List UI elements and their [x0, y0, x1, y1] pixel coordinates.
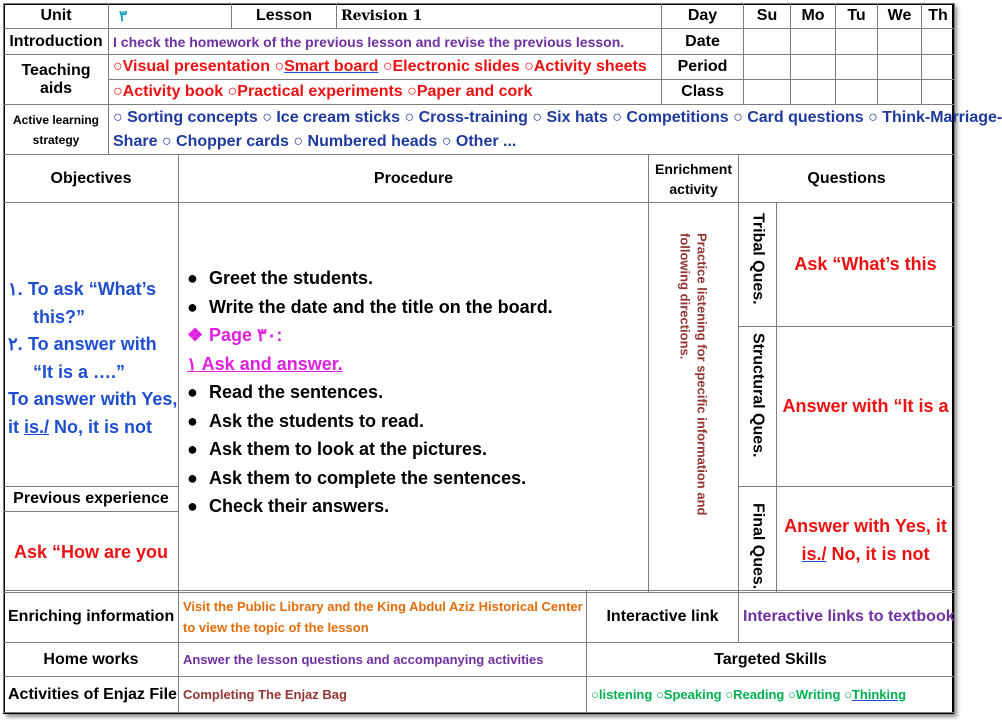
lesson-label: Lesson	[232, 4, 337, 29]
interactive-link-label: Interactive link	[587, 591, 739, 643]
teaching-aids-line1	[109, 55, 662, 80]
objective-2: ٢. To answer with	[8, 334, 157, 354]
enrichment-header: Enrichment activity	[649, 155, 739, 203]
targeted-skills-options	[587, 677, 955, 713]
strategy-option[interactable]: ○ Ice cream sticks	[262, 108, 401, 126]
procedure-step: ● Write the date and the title on the board.	[187, 296, 553, 317]
procedure-step: ● Ask them to look at the pictures.	[187, 439, 488, 459]
strategy-option[interactable]: ○ Sorting concepts	[113, 108, 258, 126]
skill-option[interactable]: ○listening	[591, 687, 653, 702]
class-label: Class	[662, 80, 744, 105]
home-works-label: Home works	[4, 643, 179, 677]
enrichment-cell	[649, 203, 739, 593]
enjaz-label: Activities of Enjaz File	[4, 677, 179, 713]
active-learning-options: ○ Sorting concepts ○ Ice cream sticks ○ Cross-training ○ Six hats ○ Competitions ○ Card questions ○ Think-Marriage- Share ○ Chopper cards ○ Numbered heads ○ Other ...	[109, 105, 955, 155]
structural-label: Structural Ques.	[749, 333, 767, 458]
aid-option[interactable]: ○Electronic slides	[382, 58, 520, 75]
skill-option[interactable]: ○Speaking	[655, 687, 722, 702]
skill-option[interactable]: ○Thinking	[844, 687, 907, 702]
final-label-cell	[739, 487, 777, 593]
enrichment-text: Practice listening for specific information and following directions.	[677, 232, 710, 515]
strategy-option[interactable]: ○ Chopper cards	[161, 132, 289, 150]
strategy-option[interactable]: ○ Cross-training	[404, 108, 528, 126]
introduction-text: I check the homework of the previous lesson and revise the previous lesson.	[109, 29, 662, 55]
interactive-link[interactable]: Interactive links to textbook	[739, 591, 955, 643]
lesson-value: Revision 1	[337, 4, 662, 29]
structural-label-cell	[739, 327, 777, 487]
day-mo: Mo	[791, 4, 836, 29]
enriching-information-label: Enriching information	[4, 591, 179, 643]
procedure-step: ● Ask the students to read.	[187, 410, 425, 431]
main-table	[3, 154, 955, 593]
strategy-option[interactable]: ○ Six hats	[532, 108, 608, 126]
procedure-header: Procedure	[179, 155, 649, 203]
procedure-step: ● Read the sentences.	[187, 382, 384, 402]
previous-experience-text: Ask “How are you	[13, 542, 169, 562]
aid-option[interactable]: ○Visual presentation	[113, 58, 270, 75]
aid-option[interactable]: ○Smart board	[274, 58, 379, 75]
objectives-cell: ١. To ask “What’s this?” ٢. To answer with “It is a ….” To answer with Yes, it is./ No, it is not	[4, 203, 179, 487]
day-su: Su	[744, 4, 791, 29]
strategy-option[interactable]: ○ Card questions	[733, 108, 864, 126]
aid-option[interactable]: ○Activity book	[113, 83, 224, 100]
aid-option[interactable]: ○Activity sheets	[524, 58, 647, 75]
tribal-label: Tribal Ques.	[749, 213, 767, 305]
teaching-aids-label: Teaching aids	[4, 55, 109, 105]
previous-experience-cell	[4, 487, 179, 593]
strategy-option[interactable]: ○ Think-Marriage-	[868, 108, 1002, 126]
objectives-header: Objectives	[4, 155, 179, 203]
day-th: Th	[922, 4, 955, 29]
objective-3: To answer with Yes,	[8, 389, 178, 409]
previous-experience-label: Previous experience	[4, 487, 178, 512]
period-label: Period	[662, 55, 744, 80]
day-label: Day	[662, 4, 744, 29]
objective-1: ١. To ask “What’s	[8, 279, 157, 299]
questions-header: Questions	[739, 155, 955, 203]
procedure-step: ● Check their answers.	[187, 496, 390, 516]
date-label: Date	[662, 29, 744, 55]
final-label: Final Ques.	[749, 503, 767, 590]
skill-option[interactable]: ○Writing	[788, 687, 841, 702]
enjaz-text: Completing The Enjaz Bag	[179, 677, 587, 713]
strategy-option[interactable]: ○ Other ...	[441, 132, 517, 150]
strategy-option[interactable]: ○ Numbered heads	[293, 132, 438, 150]
strategy-option[interactable]: ○ Competitions	[612, 108, 729, 126]
procedure-cell	[179, 203, 649, 593]
enriching-information-text: Visit the Public Library and the King Abdul Aziz Historical Center to view the topic of the lesson	[179, 591, 587, 643]
day-tu: Tu	[836, 4, 878, 29]
footer-table	[3, 590, 955, 713]
task-heading: ١ Ask and answer.	[187, 353, 343, 374]
unit-value: ٣	[109, 4, 232, 29]
unit-label: Unit	[4, 4, 109, 29]
introduction-label: Introduction	[4, 29, 109, 55]
active-learning-label: Active learning strategy	[4, 105, 109, 155]
page-heading: ❖ Page ٣٠:	[187, 325, 283, 345]
procedure-step: ● Greet the students.	[187, 268, 374, 288]
aid-option[interactable]: ○Practical experiments	[227, 83, 403, 100]
home-works-text: Answer the lesson questions and accompanying activities	[179, 643, 587, 677]
day-we: We	[878, 4, 922, 29]
procedure-step: ● Ask them to complete the sentences.	[187, 467, 527, 488]
aid-option[interactable]: ○Paper and cork	[407, 83, 533, 100]
tribal-label-cell	[739, 203, 777, 327]
structural-question: Answer with “It is a	[777, 327, 955, 487]
tribal-question: Ask “What’s this	[777, 203, 955, 327]
teaching-aids-line2	[109, 80, 662, 105]
header-table	[3, 3, 1002, 155]
final-question: Answer with Yes, it is./ No, it is not	[777, 487, 955, 593]
skill-option[interactable]: ○Reading	[725, 687, 785, 702]
targeted-skills-label: Targeted Skills	[587, 643, 955, 677]
